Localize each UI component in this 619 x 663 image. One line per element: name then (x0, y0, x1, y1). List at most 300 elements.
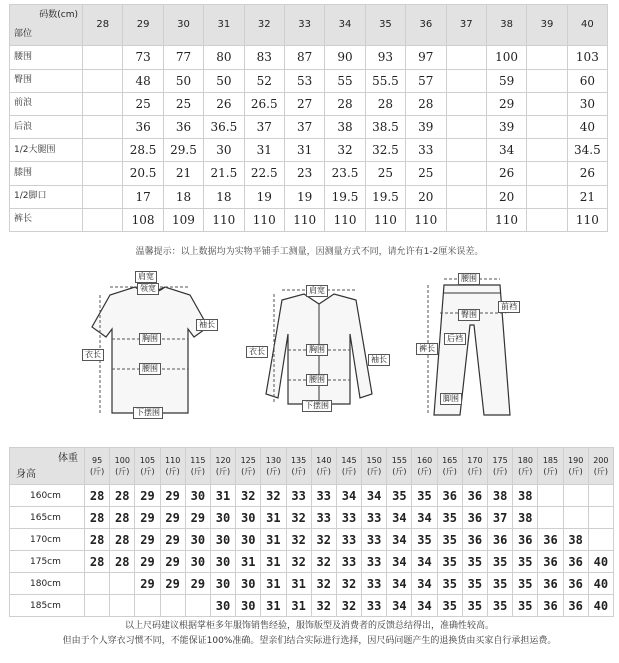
weight-unit: (斤) (241, 467, 256, 476)
size-cell: 32 (311, 573, 336, 595)
measure-cell: 30 (567, 92, 607, 115)
size-cell: 31 (261, 507, 286, 529)
weight-header (311, 448, 336, 485)
size-cell (110, 595, 135, 617)
measure-cell: 32.5 (365, 139, 405, 162)
size-cell: 28 (110, 507, 135, 529)
size-cell: 31 (261, 573, 286, 595)
size-cell: 35 (412, 485, 437, 507)
weight-value: 130 (265, 456, 282, 465)
measure-cell: 53 (284, 69, 324, 92)
measure-cell: 18 (204, 185, 244, 208)
size-cell: 28 (110, 485, 135, 507)
weight-value: 165 (442, 456, 458, 465)
size-cell: 38 (513, 485, 538, 507)
size-cell: 37 (488, 507, 513, 529)
size-cell (85, 595, 110, 617)
table-row (10, 507, 614, 529)
size-cell: 28 (85, 485, 110, 507)
size-header-row (10, 5, 608, 46)
size-cell (563, 507, 588, 529)
size-cell: 32 (286, 551, 311, 573)
table-corner (10, 5, 83, 46)
part-label: 1/2大腿围 (10, 139, 83, 162)
weight-unit: (斤) (467, 467, 483, 476)
size-cell: 31 (236, 551, 261, 573)
size-cell: 29 (135, 551, 160, 573)
weight-value: 105 (139, 456, 156, 465)
table-row (10, 162, 608, 185)
size-cell: 33 (362, 551, 387, 573)
measure-cell: 100 (486, 46, 526, 69)
size-cell: 36 (462, 485, 487, 507)
weight-header (387, 448, 412, 485)
measure-cell: 93 (365, 46, 405, 69)
weight-header (135, 448, 160, 485)
measure-cell: 30 (204, 139, 244, 162)
measure-cell: 23.5 (325, 162, 365, 185)
measure-cell: 110 (486, 208, 526, 231)
part-label: 前浪 (10, 92, 83, 115)
measure-cell: 19 (284, 185, 324, 208)
measure-cell: 25 (365, 162, 405, 185)
weight-unit: (斤) (392, 467, 407, 476)
size-cell: 32 (311, 551, 336, 573)
measure-cell (446, 46, 486, 69)
table-row (10, 551, 614, 573)
size-cell: 30 (210, 551, 235, 573)
weight-value: 200 (593, 456, 609, 465)
size-cell: 36 (462, 529, 487, 551)
size-header: 30 (163, 5, 203, 46)
size-cell: 34 (412, 573, 437, 595)
measure-cell: 28.5 (123, 139, 163, 162)
measure-cell: 26.5 (244, 92, 284, 115)
weight-header (488, 448, 513, 485)
measure-cell: 90 (325, 46, 365, 69)
size-cell: 30 (210, 573, 235, 595)
size-cell: 30 (236, 573, 261, 595)
weight-unit: (斤) (89, 467, 105, 476)
table-row (10, 573, 614, 595)
footer-note-line: 但由于个人穿衣习惯不同，不能保证100%准确。望亲们结合实际进行选择，因尺码问题产生的退换货由买家自行承担运费。 (62, 636, 557, 646)
height-label: 165cm (10, 507, 85, 529)
size-cell: 35 (513, 573, 538, 595)
measure-cell: 73 (123, 46, 163, 69)
measure-cell (83, 69, 123, 92)
corner-weight-label: 体重 (58, 453, 78, 464)
size-header: 39 (527, 5, 567, 46)
size-cell: 36 (538, 573, 563, 595)
height-label: 180cm (10, 573, 85, 595)
size-cell: 35 (437, 595, 462, 617)
shirt-label: 腰围 (306, 374, 328, 386)
measure-cell: 109 (163, 208, 203, 231)
weight-value: 135 (290, 456, 307, 465)
measure-cell (527, 139, 567, 162)
measure-cell (527, 185, 567, 208)
measure-cell: 59 (486, 69, 526, 92)
weight-header (513, 448, 538, 485)
measure-cell: 50 (163, 69, 203, 92)
weight-unit: (斤) (316, 467, 331, 476)
part-label: 膝围 (10, 162, 83, 185)
size-cell: 33 (311, 507, 336, 529)
weight-value: 180 (517, 456, 533, 465)
size-cell: 40 (588, 551, 613, 573)
size-cell: 29 (160, 551, 185, 573)
measure-cell: 83 (244, 46, 284, 69)
table-row (10, 92, 608, 115)
size-cell: 36 (563, 595, 588, 617)
measure-cell: 48 (123, 69, 163, 92)
size-header: 32 (244, 5, 284, 46)
weight-unit: (斤) (518, 467, 533, 476)
part-label: 裤长 (10, 208, 83, 231)
size-cell: 38 (488, 485, 513, 507)
size-cell: 29 (185, 573, 210, 595)
measure-cell: 28 (365, 92, 405, 115)
measure-cell: 33 (406, 139, 446, 162)
size-cell: 32 (236, 485, 261, 507)
measure-cell: 25 (406, 162, 446, 185)
part-label: 1/2脚口 (10, 185, 83, 208)
measure-cell: 80 (204, 46, 244, 69)
weight-unit: (斤) (341, 467, 357, 476)
measure-cell: 110 (365, 208, 405, 231)
measure-cell: 28 (406, 92, 446, 115)
size-cell: 32 (261, 485, 286, 507)
measure-cell (527, 46, 567, 69)
size-cell: 35 (437, 507, 462, 529)
part-label: 腰围 (10, 46, 83, 69)
tshirt-label: 衣长 (82, 349, 104, 361)
measure-cell (83, 162, 123, 185)
size-cell: 35 (462, 595, 487, 617)
weight-header (110, 448, 135, 485)
weight-unit: (斤) (568, 467, 583, 476)
measure-cell: 26 (204, 92, 244, 115)
size-cell: 35 (513, 595, 538, 617)
measure-cell (446, 69, 486, 92)
size-cell: 32 (286, 529, 311, 551)
size-header: 28 (83, 5, 123, 46)
size-cell (110, 573, 135, 595)
weight-value: 115 (190, 456, 206, 465)
measure-cell: 39 (406, 115, 446, 138)
measure-cell: 21 (163, 162, 203, 185)
weight-value: 190 (568, 456, 584, 465)
measure-cell (83, 92, 123, 115)
size-cell: 35 (462, 573, 487, 595)
pants-label: 裤长 (416, 343, 438, 355)
measure-cell: 27 (284, 92, 324, 115)
weight-header (538, 448, 563, 485)
table-row (10, 595, 614, 617)
height-label: 170cm (10, 529, 85, 551)
size-cell: 29 (135, 529, 160, 551)
size-cell (588, 485, 613, 507)
size-cell (85, 573, 110, 595)
size-cell: 36 (563, 551, 588, 573)
size-cell (588, 529, 613, 551)
measure-cell: 110 (567, 208, 607, 231)
size-cell: 33 (311, 485, 336, 507)
pants-diagram (418, 265, 528, 425)
weight-value: 175 (492, 456, 508, 465)
measure-cell (83, 139, 123, 162)
size-cell: 28 (110, 551, 135, 573)
measure-cell: 19.5 (365, 185, 405, 208)
measure-cell (83, 208, 123, 231)
weight-unit: (斤) (215, 467, 231, 476)
weight-value: 185 (542, 456, 559, 465)
weight-unit: (斤) (190, 467, 205, 476)
weight-header (412, 448, 437, 485)
pants-label: 臀围 (458, 309, 480, 321)
weight-unit: (斤) (442, 467, 457, 476)
size-cell: 33 (286, 485, 311, 507)
weight-value: 95 (92, 456, 103, 465)
part-label: 臀围 (10, 69, 83, 92)
measure-cell: 20 (486, 185, 526, 208)
shirt-label: 衣长 (246, 346, 268, 358)
measure-cell: 21 (567, 185, 607, 208)
weight-value: 125 (240, 456, 256, 465)
corner-height-label: 身高 (16, 469, 36, 480)
size-cell: 32 (336, 595, 361, 617)
size-cell: 34 (387, 529, 412, 551)
measure-cell: 55 (325, 69, 365, 92)
size-cell: 28 (85, 529, 110, 551)
weight-value: 120 (215, 456, 231, 465)
size-header: 40 (567, 5, 607, 46)
size-cell: 32 (311, 595, 336, 617)
measure-cell: 103 (567, 46, 607, 69)
measure-cell (527, 162, 567, 185)
measure-cell: 26 (567, 162, 607, 185)
size-cell: 32 (286, 507, 311, 529)
measure-cell: 29 (486, 92, 526, 115)
weight-header (286, 448, 311, 485)
tshirt-diagram (80, 265, 220, 425)
size-cell: 34 (412, 551, 437, 573)
weight-value: 100 (114, 456, 130, 465)
measure-cell: 32 (325, 139, 365, 162)
size-cell: 31 (261, 529, 286, 551)
size-cell (588, 507, 613, 529)
weight-header-row (10, 448, 614, 485)
table-row (10, 46, 608, 69)
size-cell: 29 (160, 485, 185, 507)
table-row (10, 185, 608, 208)
size-cell (135, 595, 160, 617)
measure-cell: 110 (204, 208, 244, 231)
measure-cell (446, 92, 486, 115)
size-header: 31 (204, 5, 244, 46)
measure-cell: 37 (284, 115, 324, 138)
measure-cell: 19.5 (325, 185, 365, 208)
table-row (10, 139, 608, 162)
measure-cell (83, 115, 123, 138)
size-measurement-table (9, 4, 608, 232)
tshirt-label: 胸围 (139, 333, 161, 345)
tshirt-label: 下摆围 (133, 407, 163, 419)
measure-cell: 57 (406, 69, 446, 92)
size-cell: 29 (160, 507, 185, 529)
weight-value: 160 (416, 456, 433, 465)
measure-cell (527, 69, 567, 92)
size-cell: 36 (538, 529, 563, 551)
size-cell: 35 (412, 529, 437, 551)
weight-unit: (斤) (165, 467, 180, 476)
measure-cell: 110 (325, 208, 365, 231)
footer-note-line: 以上尺码建议根据掌柜多年服饰销售经验，服饰版型及消费者的反馈总结得出，准确性较高。 (124, 621, 494, 631)
size-cell: 35 (437, 573, 462, 595)
size-cell: 34 (387, 595, 412, 617)
size-header: 33 (284, 5, 324, 46)
pants-label: 后裆 (444, 333, 466, 345)
measure-cell: 34 (486, 139, 526, 162)
pants-label: 脚围 (440, 393, 462, 405)
size-cell: 35 (488, 573, 513, 595)
size-cell: 31 (210, 485, 235, 507)
size-cell: 33 (336, 551, 361, 573)
weight-header (185, 448, 210, 485)
weight-value: 170 (467, 456, 483, 465)
footer-note (0, 619, 619, 649)
size-cell: 33 (362, 529, 387, 551)
tshirt-label: 袖长 (196, 319, 218, 331)
measure-cell: 21.5 (204, 162, 244, 185)
size-cell: 33 (336, 529, 361, 551)
size-header: 34 (325, 5, 365, 46)
measure-cell: 28 (325, 92, 365, 115)
measure-cell: 37 (244, 115, 284, 138)
height-label: 185cm (10, 595, 85, 617)
weight-header (362, 448, 387, 485)
size-cell: 35 (437, 551, 462, 573)
measure-cell: 77 (163, 46, 203, 69)
size-cell (160, 595, 185, 617)
measure-cell: 36 (123, 115, 163, 138)
size-cell: 38 (513, 507, 538, 529)
size-cell (185, 595, 210, 617)
pants-label: 前裆 (498, 301, 520, 313)
measurement-note: 温馨提示：以上数据均为实物平铺手工测量，因测量方式不同，请允许有1-2厘米误差。 (135, 247, 484, 257)
size-cell: 30 (236, 507, 261, 529)
size-cell: 34 (412, 507, 437, 529)
weight-header (160, 448, 185, 485)
measure-cell (527, 92, 567, 115)
size-cell: 30 (185, 529, 210, 551)
shirt-label: 肩宽 (306, 285, 328, 297)
measure-cell: 55.5 (365, 69, 405, 92)
table-row (10, 69, 608, 92)
shirt-diagram (244, 282, 394, 414)
tshirt-label: 领宽 (137, 283, 159, 295)
size-cell: 35 (488, 551, 513, 573)
part-label: 后浪 (10, 115, 83, 138)
weight-unit: (斤) (291, 467, 306, 476)
size-cell: 30 (185, 485, 210, 507)
measure-cell: 22.5 (244, 162, 284, 185)
height-label: 160cm (10, 485, 85, 507)
size-cell: 38 (563, 529, 588, 551)
weight-unit: (斤) (266, 467, 281, 476)
size-cell: 34 (412, 595, 437, 617)
size-cell: 29 (160, 529, 185, 551)
size-cell: 34 (362, 485, 387, 507)
measure-cell: 110 (244, 208, 284, 231)
size-cell: 31 (286, 573, 311, 595)
measure-cell: 87 (284, 46, 324, 69)
measure-cell: 19 (244, 185, 284, 208)
size-recommendation-table (9, 447, 614, 617)
measure-cell: 20 (406, 185, 446, 208)
corner-part-label: 部位 (14, 29, 33, 40)
table-row (10, 485, 614, 507)
size-cell: 30 (185, 551, 210, 573)
size-header: 35 (365, 5, 405, 46)
size-cell: 29 (185, 507, 210, 529)
size-cell: 35 (513, 551, 538, 573)
size-cell: 29 (135, 507, 160, 529)
size-cell: 36 (513, 529, 538, 551)
size-cell: 30 (210, 529, 235, 551)
size-cell: 34 (387, 573, 412, 595)
size-header: 36 (406, 5, 446, 46)
shirt-label: 袖长 (368, 354, 390, 366)
size-cell: 31 (261, 595, 286, 617)
size-cell: 35 (437, 529, 462, 551)
size-cell: 34 (336, 485, 361, 507)
table-corner (10, 448, 85, 485)
weight-header (563, 448, 588, 485)
table-row (10, 529, 614, 551)
shirt-label: 胸围 (306, 344, 328, 356)
size-header: 38 (486, 5, 526, 46)
size-cell: 30 (236, 595, 261, 617)
size-header: 29 (123, 5, 163, 46)
size-cell: 36 (437, 485, 462, 507)
measure-cell: 20.5 (123, 162, 163, 185)
measure-cell: 34.5 (567, 139, 607, 162)
measure-cell: 38.5 (365, 115, 405, 138)
measure-cell (527, 208, 567, 231)
measure-cell: 31 (244, 139, 284, 162)
weight-unit: (斤) (543, 467, 558, 476)
size-cell: 36 (462, 507, 487, 529)
size-cell (563, 485, 588, 507)
measure-cell (527, 115, 567, 138)
corner-size-label: 码数(cm) (39, 10, 78, 20)
size-cell: 30 (210, 507, 235, 529)
weight-header (437, 448, 462, 485)
measure-cell: 36.5 (204, 115, 244, 138)
size-cell (538, 507, 563, 529)
weight-unit: (斤) (115, 467, 130, 476)
size-cell: 36 (538, 551, 563, 573)
size-cell: 29 (135, 573, 160, 595)
tshirt-label: 肩宽 (135, 271, 157, 283)
size-cell: 32 (311, 529, 336, 551)
measure-cell: 23 (284, 162, 324, 185)
measure-cell: 38 (325, 115, 365, 138)
size-cell: 36 (538, 595, 563, 617)
weight-unit: (斤) (140, 467, 155, 476)
measure-cell: 110 (284, 208, 324, 231)
